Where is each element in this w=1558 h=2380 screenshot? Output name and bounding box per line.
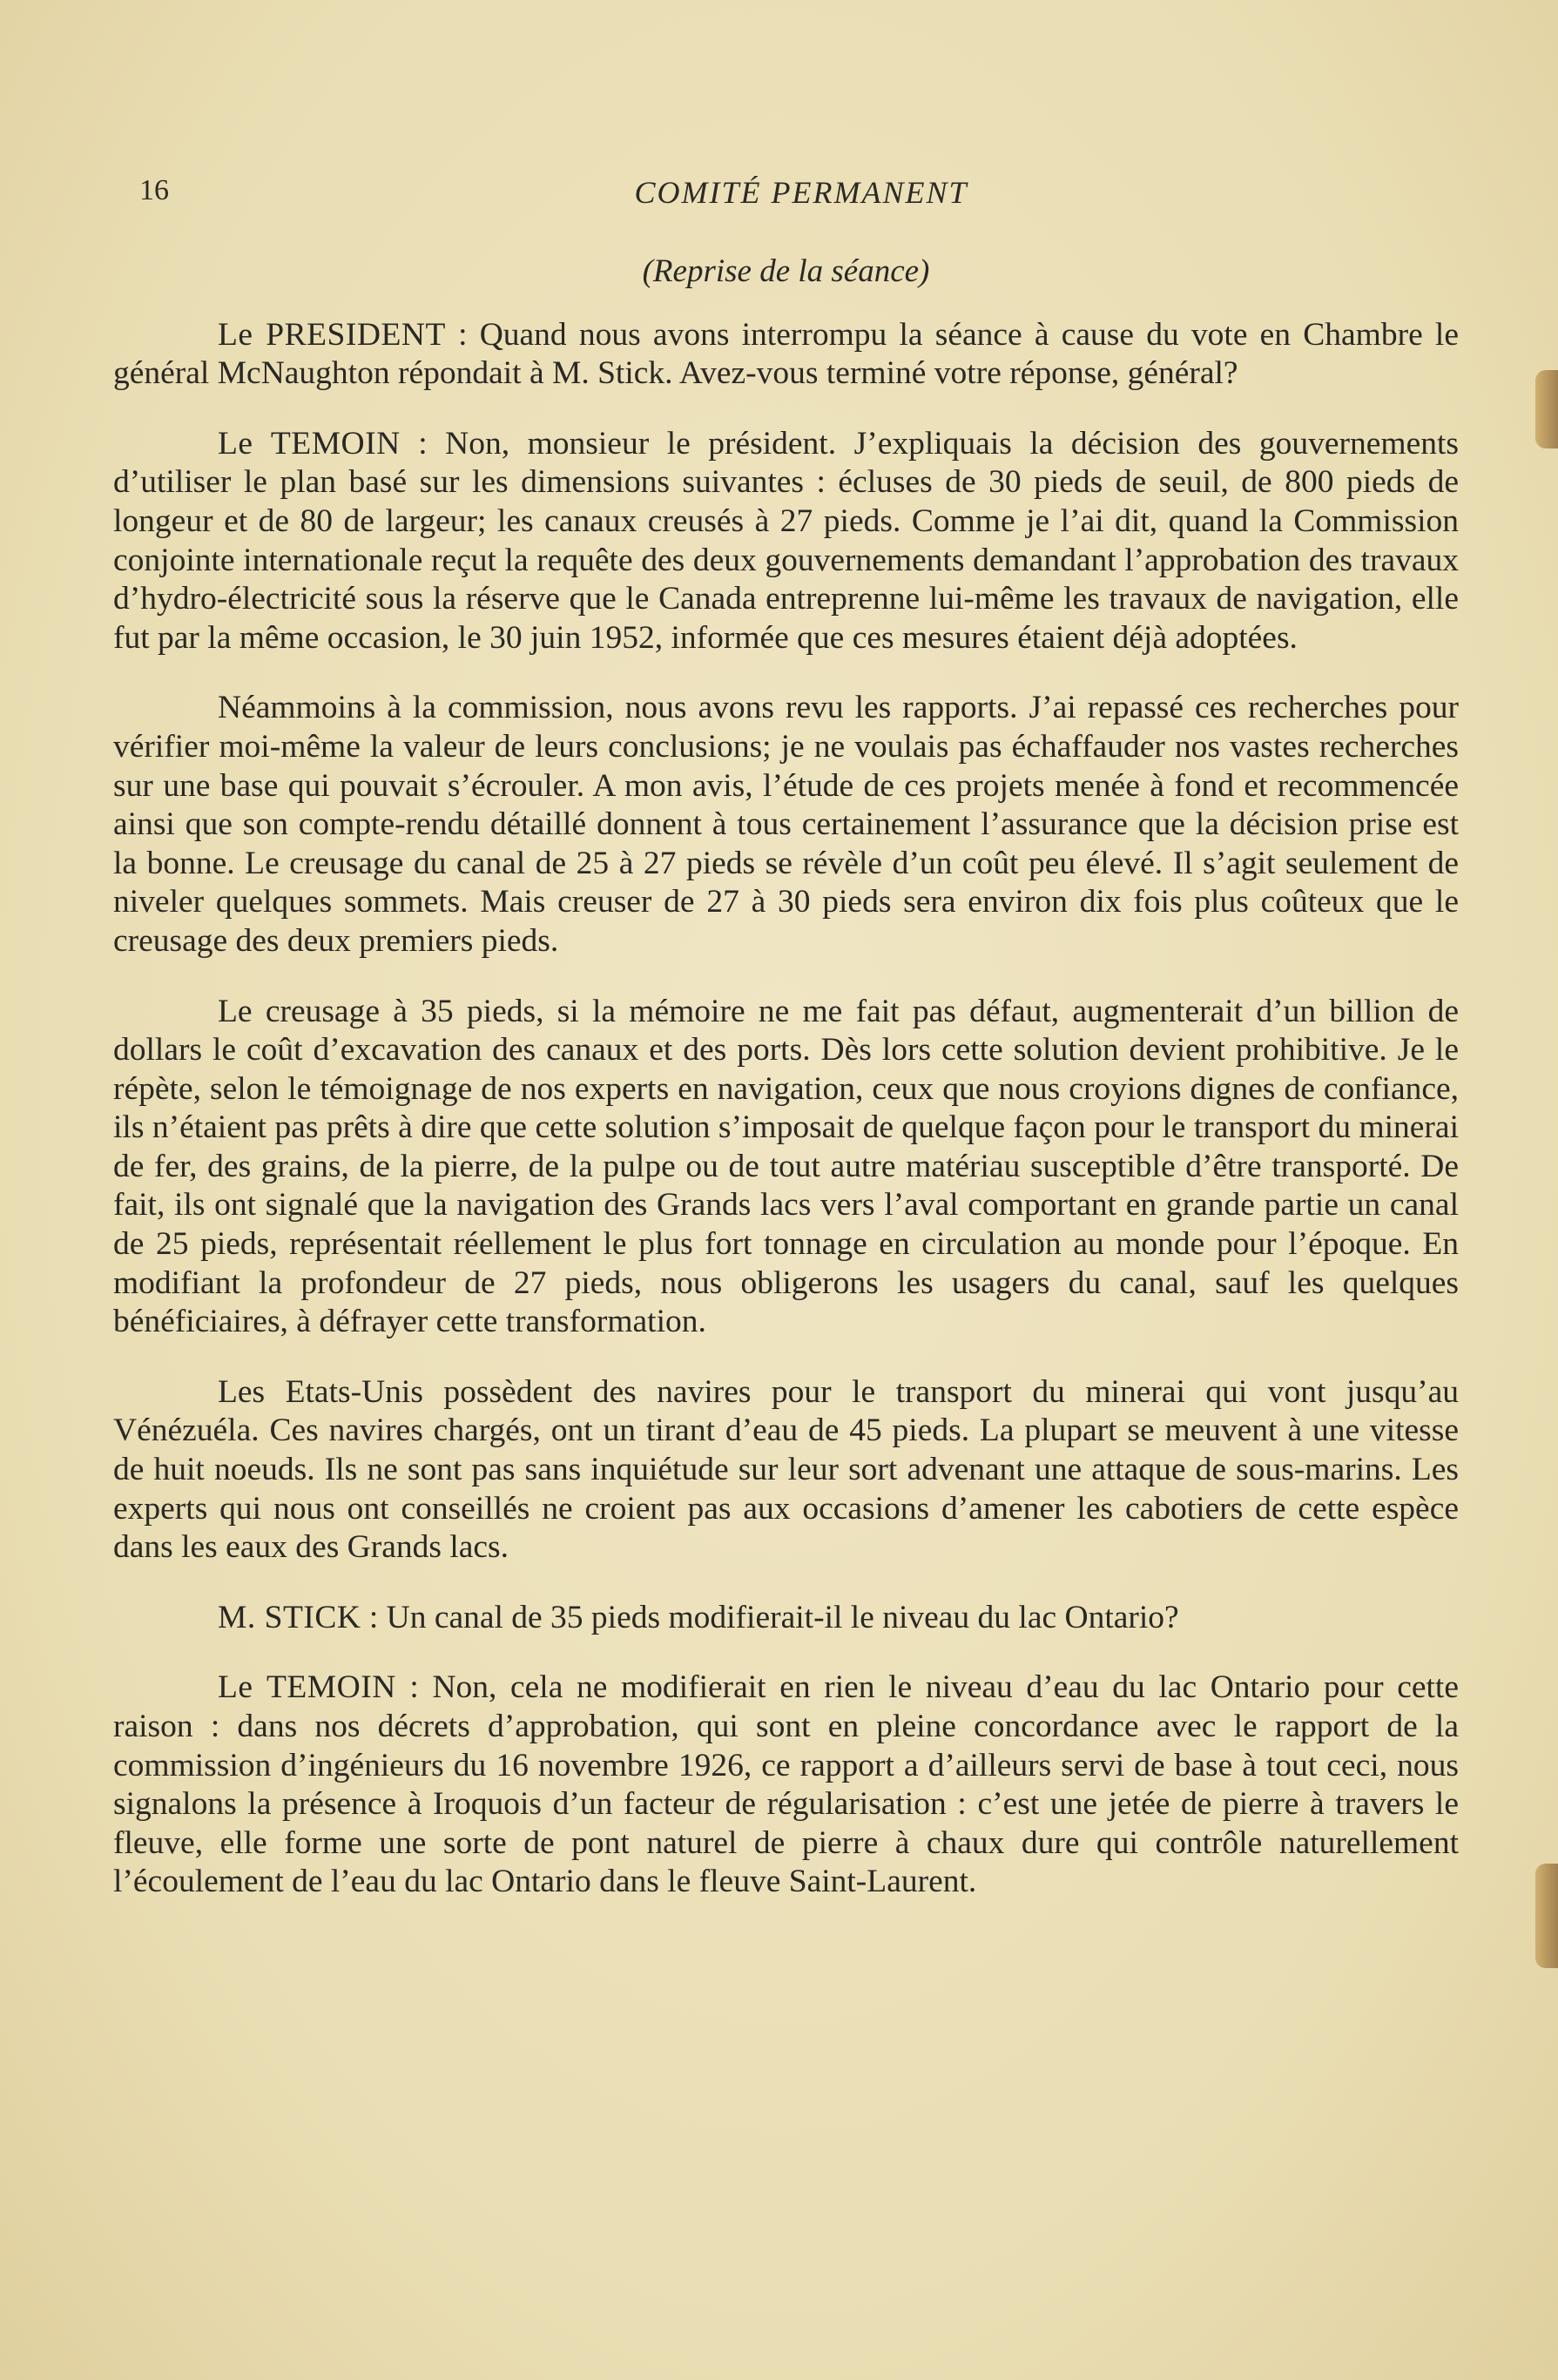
speaker-name: Le TEMOIN bbox=[218, 425, 401, 462]
paragraph-6: M. STICK : Un canal de 35 pieds modifierait-il le niveau du lac Ontario? bbox=[218, 1599, 1179, 1635]
paragraph-5 bbox=[113, 1373, 1459, 1568]
paragraph-2: Le TEMOIN : Non, monsieur le président. J’expliquais la décision des gouvernements d’utiliser le plan basé sur les dimensions suivantes : écluses de 30 pieds de seuil, de 800 pieds de longeur et de 80 de largeur; les canaux creusés à 27 pieds. Comme je l’ai dit, quand la Commission conjointe internationale reçut la requête des deux gouvernements demandant l’approbation des travaux d’hydro-électricité sous la réserve que le Canada entreprenne lui-même les travaux de navigation, elle fut par la même occasion, le 30 juin 1952, informée que ces mesures étaient déjà adoptées. bbox=[113, 425, 1460, 656]
paragraph-1: Le PRESIDENT : Quand nous avons interrompu la séance à cause du vote en Chambre le général McNaughton répondait à M. Stick. Avez-vous terminé votre réponse, général? bbox=[113, 316, 1459, 392]
paragraph-text: Les Etats-Unis possèdent des navires pour le transport du minerai qui vont jusqu’au Vénézuéla. Ces navires chargés, ont un tirant d’eau de 45 pieds. La plupart se meuvent à une vitesse de huit noeuds. Ils ne sont pas sans inquiétude sur leur sort advenant une attaque de sous-marins. Les experts qui nous ont conseillés ne croient pas aux occasions d’amener les cabotiers de cette espèce dans les eaux des Grands lacs. bbox=[113, 1373, 1459, 1566]
speaker-name: M. STICK bbox=[218, 1599, 361, 1635]
page-edge-stain bbox=[1535, 1864, 1558, 1968]
page-header bbox=[139, 174, 1463, 226]
paragraph-text: Néammoins à la commission, nous avons revu les rapports. J’ai repassé ces recherches pour vérifier moi-même la valeur de leurs conclusions; je ne voulais pas échaffauder nos vastes recherches sur une base qui pouvait s’écrouler. A mon avis, l’étude de ces projets menée à fond et recommencée ainsi que son compte-rendu détaillé donnent à tous certainement l’assurance que la décision prise est la bonne. Le creusage du canal de 25 à 27 pieds se révèle d’un coût peu élevé. Il s’agit seulement de niveler quelques sommets. Mais creuser de 27 à 30 pieds sera environ dix fois plus coûteux que le creusage des deux premiers pieds. bbox=[113, 690, 1459, 959]
running-title: COMITÉ PERMANENT bbox=[634, 175, 968, 210]
paragraph-text: Non, monsieur le président. J’expliquais la décision des gouvernements d’utiliser le plan basé sur les dimensions suivantes : écluses de 30 pieds de seuil, de 800 pieds de longeur et de 80 de largeur; les canaux creusés à 27 pieds. Comme je l’ai dit, quand la Commission conjointe internationale reçut la requête des deux gouvernements demandant l’approbation des travaux d’hydro-électricité sous la réserve que le Canada entreprenne lui-même les travaux de navigation, elle fut par la même occasion, le 30 juin 1952, informée que ces mesures étaient déjà adoptées. bbox=[113, 425, 1460, 656]
paragraph-text: Un canal de 35 pieds modifierait-il le niveau du lac Ontario? bbox=[386, 1599, 1179, 1635]
paragraph-text: Le creusage à 35 pieds, si la mémoire ne me fait pas défaut, augmenterait d’un billion de dollars le coût d’excavation des canaux et des ports. Dès lors cette solution devient prohibitive. Je le répète, selon le témoignage de nos experts en navigation, ceux que nous croyions dignes de confiance, ils n’étaient pas prêts à dire que cette solution s’imposait de quelque façon pour le transport du minerai de fer, des grains, de la pierre, de la pulpe ou de tout autre matériau susceptible d’être transporté. De fait, ils ont signalé que la navigation des Grands lacs vers l’aval comportant en grande partie un canal de 25 pieds, représentait réellement le plus fort tonnage en circulation au monde pour l’époque. En modifiant la profondeur de 27 pieds, nous obligerons les usagers du canal, sauf les quelques bénéficiaires, à défrayer cette transformation. bbox=[113, 993, 1459, 1340]
paragraph-text: Non, cela ne modifierait en rien le niveau d’eau du lac Ontario pour cette raison : dans nos décrets d’approbation, qui sont en pleine concordance avec le rapport de la commission d’ingénieurs du 16 novembre 1926, ce rapport a d’ailleurs servi de base à tout ceci, nous signalons la présence à Iroquois d’un facteur de régularisation : c’est une jetée de pierre à travers le fleuve, elle forme une sorte de pont naturel de pierre à chaux dure qui contrôle naturellement l’écoulement de l’eau du lac Ontario dans le fleuve Saint-Laurent. bbox=[113, 1669, 1459, 1900]
page-number: 16 bbox=[139, 174, 169, 206]
speaker-name: Le PRESIDENT bbox=[218, 316, 446, 353]
page-edge-stain bbox=[1535, 370, 1558, 448]
paragraph-text: Quand nous avons interrompu la séance à cause du vote en Chambre le général McNaughton répondait à M. Stick. Avez-vous terminé votre réponse, général? bbox=[113, 316, 1459, 392]
paragraph-7: Le TEMOIN : Non, cela ne modifierait en rien le niveau d’eau du lac Ontario pour cette raison : dans nos décrets d’approbation, qui sont en pleine concordance avec le rapport de la commission d’ingénieurs du 16 novembre 1926, ce rapport a d’ailleurs servi de base à tout ceci, nous signalons la présence à Iroquois d’un facteur de régularisation : c’est une jetée de pierre à travers le fleuve, elle forme une sorte de pont naturel de pierre à chaux dure qui contrôle naturellement l’écoulement de l’eau du lac Ontario dans le fleuve Saint-Laurent. bbox=[113, 1669, 1459, 1900]
document-body bbox=[113, 253, 1459, 1933]
session-resume-heading: (Reprise de la séance) bbox=[642, 253, 930, 289]
speaker-name: Le TEMOIN bbox=[218, 1669, 396, 1706]
paragraph-4 bbox=[113, 993, 1459, 1342]
paragraph-3 bbox=[113, 689, 1459, 961]
